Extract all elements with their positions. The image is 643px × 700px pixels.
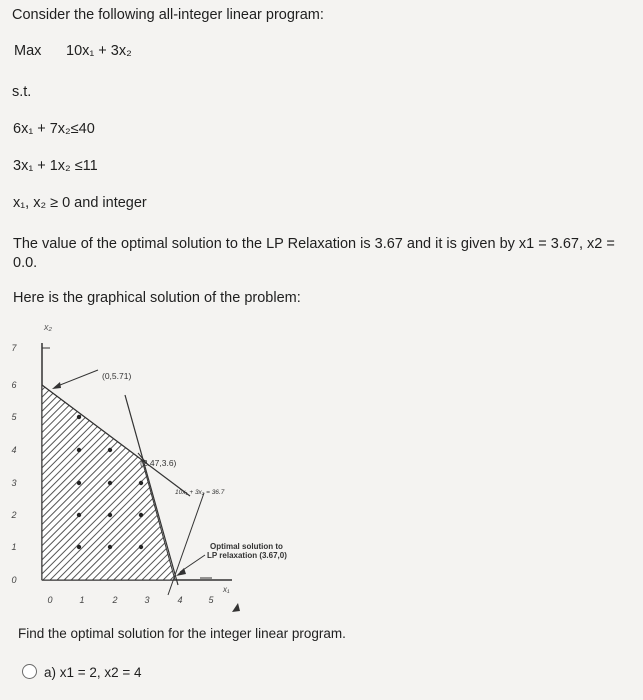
- objective-line-label: 10x₁ + 3x₂ = 36.7: [175, 489, 225, 496]
- y-tick: 2: [11, 510, 17, 520]
- objective-function: 10x₁ + 3x₂: [66, 43, 132, 59]
- y-axis-label: x₂: [44, 322, 52, 332]
- nonnegativity-constraint: x₁, x₂ ≥ 0 and integer: [13, 195, 147, 211]
- point-label-0-5.71: (0,5.71): [102, 371, 132, 381]
- y-tick: 0: [11, 575, 17, 585]
- constraint-1: 6x₁ + 7x₂≤40: [13, 121, 95, 137]
- max-label: Max: [14, 43, 42, 59]
- x-tick: 5: [208, 595, 214, 605]
- y-tick: 4: [11, 445, 17, 455]
- question-text: Find the optimal solution for the integer linear program.: [18, 626, 346, 641]
- x-tick: 3: [144, 595, 150, 605]
- lp-relaxation-text: The value of the optimal solution to the LP Relaxation is 3.67 and it is given by x1 = 3.67, x2 =: [13, 236, 615, 252]
- x-tick: 4: [177, 595, 183, 605]
- y-tick: 7: [11, 343, 17, 353]
- constraint-2: 3x₁ + 1x₂ ≤11: [13, 158, 98, 174]
- st-label: s.t.: [12, 84, 32, 100]
- x-axis-label: x₁: [223, 585, 230, 594]
- x-tick: 2: [112, 595, 118, 605]
- y-tick: 1: [11, 542, 17, 552]
- x-tick: 1: [79, 595, 85, 605]
- x-tick: 0: [47, 595, 53, 605]
- point-label-2.47-3.6: (2.47,3.6): [140, 458, 177, 468]
- graph-intro: Here is the graphical solution of the problem:: [13, 290, 301, 306]
- radio-button[interactable]: [22, 664, 37, 679]
- optimal-label-cont: LP relaxation (3.67,0): [207, 551, 287, 560]
- graphical-solution: [0, 300, 643, 630]
- y-tick: 3: [11, 478, 17, 488]
- option-a-label: a) x1 = 2, x2 = 4: [44, 665, 142, 680]
- optimal-label: Optimal solution to: [210, 542, 283, 551]
- lp-relaxation-text-cont: 0.0.: [13, 255, 38, 271]
- problem-intro: Consider the following all-integer linear program:: [12, 7, 324, 23]
- y-tick: 6: [11, 380, 17, 390]
- y-tick: 5: [11, 412, 17, 422]
- option-a[interactable]: [20, 660, 220, 684]
